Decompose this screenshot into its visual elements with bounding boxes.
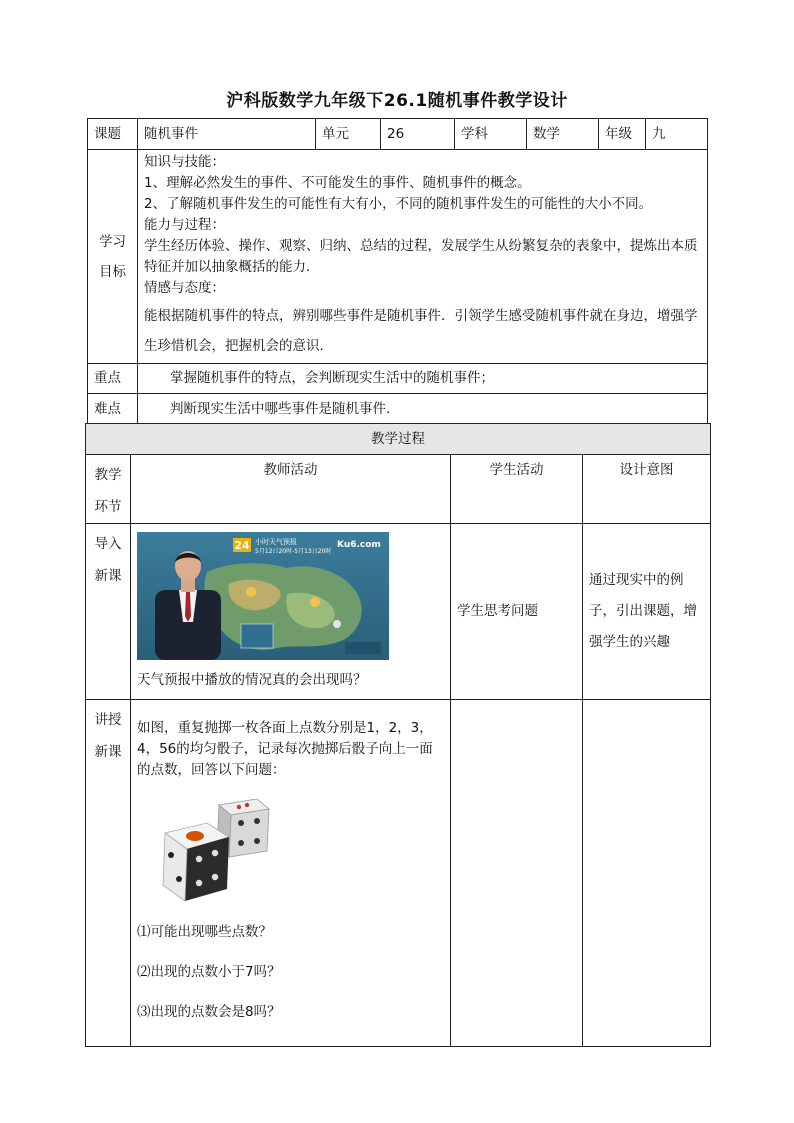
- lesson-stage: 讲授 新课: [86, 700, 131, 1047]
- front-die: [163, 823, 229, 901]
- topic-value: 随机事件: [138, 119, 316, 150]
- intro-teacher: [131, 524, 451, 700]
- teacher-header: 教师活动: [131, 455, 451, 524]
- video-site-logo: Ku6.com: [337, 540, 381, 550]
- goals-line: 能根据随机事件的特点，辨别哪些事件是随机事件．引领学生感受随机事件就在身边，增强学生珍惜机会，把握机会的意识.: [144, 308, 698, 354]
- dice-illustration: [157, 793, 307, 908]
- question-1: ⑴可能出现哪些点数？: [137, 924, 272, 940]
- lesson-teacher: [131, 700, 451, 1047]
- subject-label: 学科: [455, 119, 527, 150]
- goals-label: 学习 目标: [88, 150, 138, 364]
- goals-line: 知识与技能：: [144, 154, 225, 170]
- difficulty-text: 判断现实生活中哪些事件是随机事件.: [138, 394, 708, 425]
- grade-value: 九: [646, 119, 708, 150]
- lesson-student: [451, 700, 583, 1047]
- stage-header: 教学 环节: [86, 455, 131, 524]
- dice-image: [157, 793, 307, 908]
- unit-label: 单元: [316, 119, 381, 150]
- goals-line: 学生经历体验、操作、观察、归纳、总结的过程，发展学生从纷繁复杂的表象中，提炼出本质特征并加以抽象概括的能力．: [144, 238, 698, 275]
- process-band: 教学过程: [86, 424, 711, 455]
- weather-forecast-image: [137, 532, 389, 660]
- subject-value: 数学: [527, 119, 599, 150]
- goals-line: 能力与过程：: [144, 217, 225, 233]
- intro-question: 天气预报中播放的情况真的会出现吗？: [137, 672, 367, 688]
- key-label: 重点: [88, 364, 138, 394]
- difficulty-label: 难点: [88, 394, 138, 425]
- info-table: [87, 118, 708, 425]
- weather-scene: [137, 532, 389, 660]
- process-table: [85, 423, 711, 1047]
- question-3: ⑶出现的点数会是8吗？: [137, 1004, 281, 1020]
- channel-number: 24: [234, 539, 250, 552]
- topic-label: 课题: [88, 119, 138, 150]
- intro-student: 学生思考问题: [451, 524, 583, 700]
- document-title: 沪科版数学九年级下26.1随机事件教学设计: [226, 91, 568, 111]
- student-header: 学生活动: [451, 455, 583, 524]
- intro-stage: 导入 新课: [86, 524, 131, 700]
- unit-value: 26: [381, 119, 455, 150]
- goals-line: 2、了解随机事件发生的可能性有大有小，不同的随机事件发生的可能性的大小不同。: [144, 196, 653, 212]
- grade-label: 年级: [599, 119, 646, 150]
- intro-design: 通过现实中的例子，引出课题，增强学生的兴趣: [583, 524, 711, 700]
- lesson-intro: 如图，重复抛掷一枚各面上点数分别是1，2，3，4，56的均匀骰子，记录每次抛掷后骰子向上一面的点数，回答以下问题：: [137, 720, 433, 778]
- forecast-caption: 小时天气预报: [255, 538, 297, 546]
- goals-line: 1、理解必然发生的事件、不可能发生的事件、随机事件的概念。: [144, 175, 531, 191]
- question-2: ⑵出现的点数小于7吗？: [137, 964, 281, 980]
- lesson-design: [583, 700, 711, 1047]
- key-text: 掌握随机事件的特点，会判断现实生活中的随机事件；: [138, 364, 708, 394]
- goals-content: [138, 150, 708, 364]
- design-header: 设计意图: [583, 455, 711, 524]
- forecast-dates: 5月12日20时-5月13日20时: [255, 548, 332, 555]
- goals-line: 情感与态度：: [144, 280, 225, 296]
